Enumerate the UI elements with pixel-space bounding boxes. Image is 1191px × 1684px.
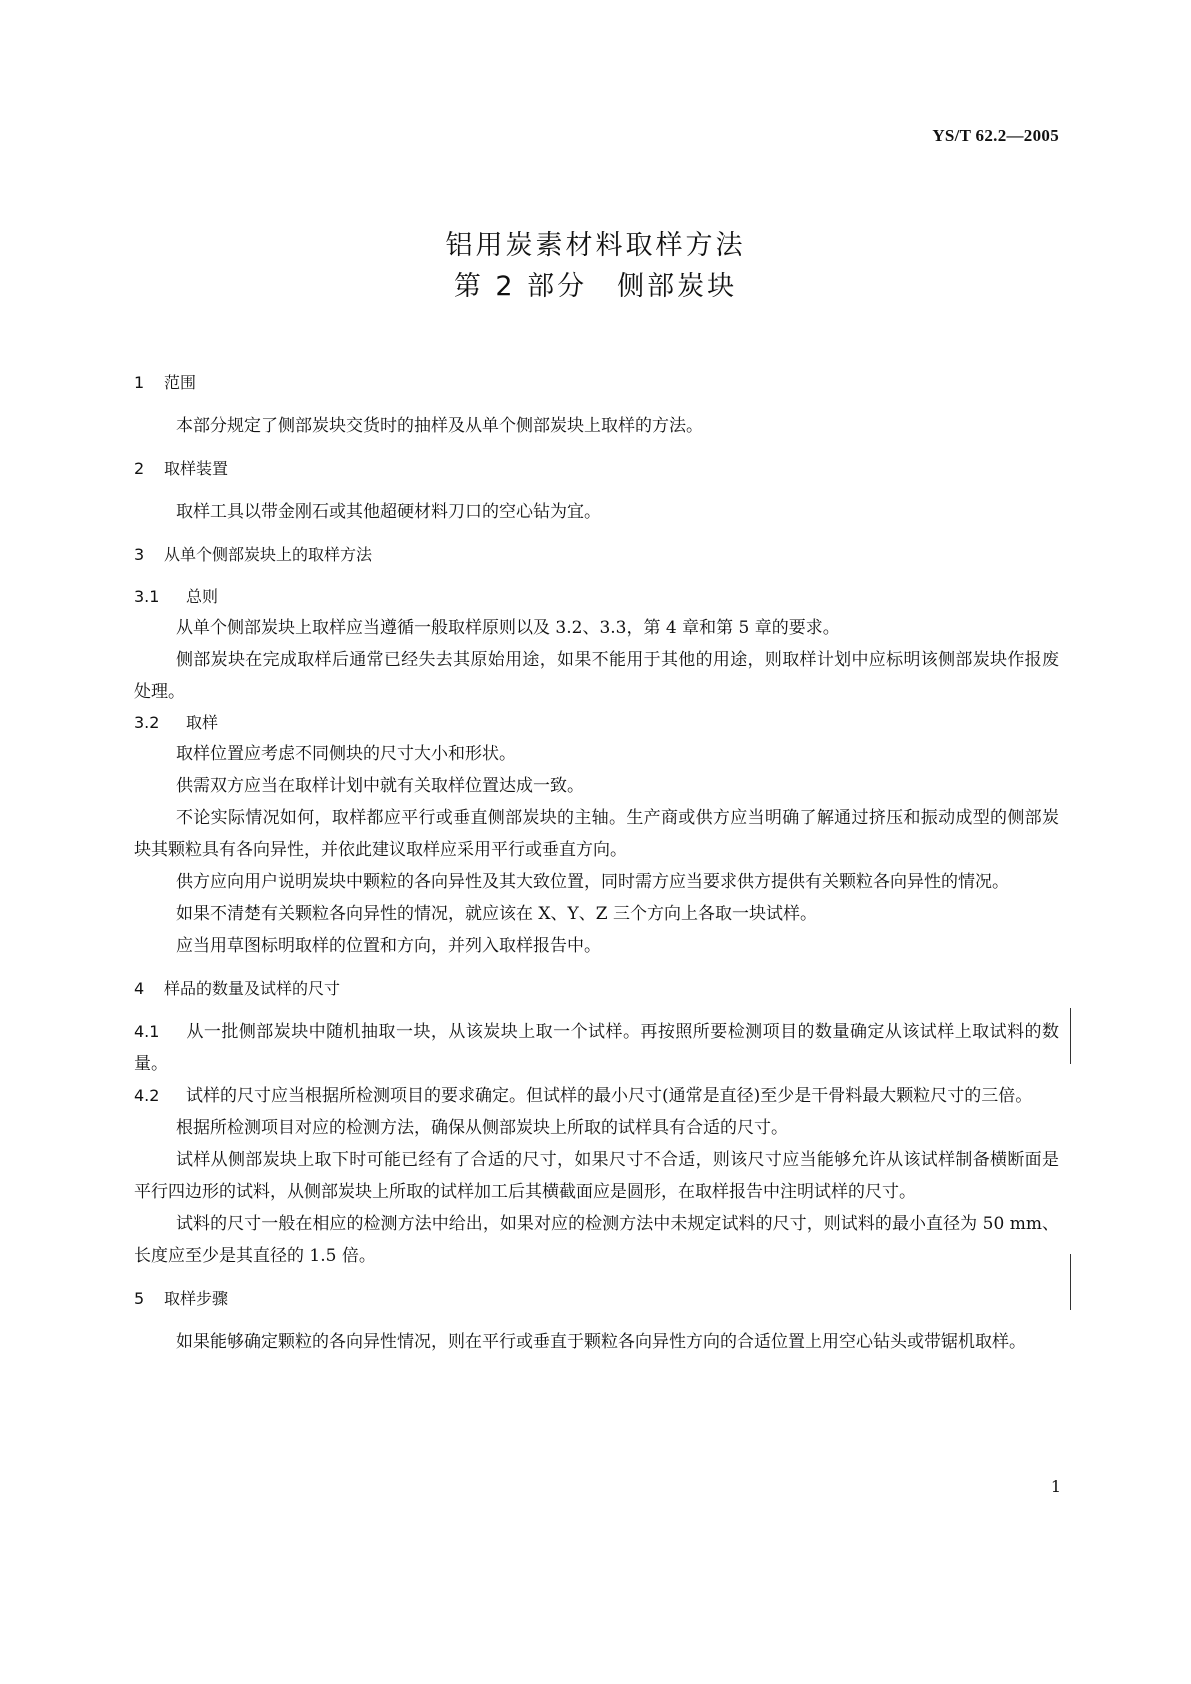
document-body — [134, 370, 1059, 1358]
paragraph: 应当用草图标明取样的位置和方向，并列入取样报告中。 — [176, 936, 601, 956]
paragraph: 取样位置应考虑不同侧块的尺寸大小和形状。 — [176, 744, 516, 764]
section-number: 3 — [134, 545, 145, 564]
paragraph: 如果不清楚有关颗粒各向异性的情况，就应该在 X、Y、Z 三个方向上各取一块试样。 — [176, 904, 817, 924]
section-title: 样品的数量及试样的尺寸 — [164, 979, 341, 998]
paragraph: 试样从侧部炭块上取下时可能已经有了合适的尺寸，如果尺寸不合适，则该尺寸应当能够允许从该试样制备横断面是平行四边形的试料，从侧部炭块上所取的试样加工后其横截面应是圆形，在取样报告中注明试样的尺寸。 — [134, 1150, 1059, 1202]
paragraph: 从单个侧部炭块上取样应当遵循一般取样原则以及 3.2、3.3，第 4 章和第 5 章的要求。 — [176, 618, 840, 638]
section-number: 2 — [134, 459, 145, 478]
section-title: 范围 — [164, 373, 197, 392]
clause-number: 4.1 — [134, 1022, 160, 1041]
section-4-heading — [134, 976, 1059, 1002]
change-bar — [1070, 1254, 1071, 1310]
subsection-title: 取样 — [186, 713, 219, 732]
subsection-number: 3.2 — [134, 713, 160, 732]
title-line-1: 铝用炭素材料取样方法 — [445, 230, 746, 261]
page-number: 1 — [1050, 1477, 1061, 1496]
clause-text: 从一批侧部炭块中随机抽取一块，从该炭块上取一个试样。再按照所要检测项目的数量确定从该试样上取试料的数量。 — [134, 1022, 1059, 1074]
clause-4-2 — [134, 1080, 1059, 1112]
section-number: 1 — [134, 373, 145, 392]
subsection-3-2-heading — [134, 708, 1059, 738]
paragraph: 侧部炭块在完成取样后通常已经失去其原始用途，如果不能用于其他的用途，则取样计划中应标明该侧部炭块作报废处理。 — [134, 650, 1059, 702]
section-title: 取样步骤 — [164, 1289, 229, 1308]
subsection-3-1-heading — [134, 582, 1059, 612]
paragraph: 不论实际情况如何，取样都应平行或垂直侧部炭块的主轴。生产商或供方应当明确了解通过挤压和振动成型的侧部炭块其颗粒具有各向异性，并依此建议取样应采用平行或垂直方向。 — [134, 808, 1059, 860]
change-bar — [1070, 1008, 1071, 1064]
paragraph: 供方应向用户说明炭块中颗粒的各向异性及其大致位置，同时需方应当要求供方提供有关颗粒各向异性的情况。 — [176, 872, 1009, 892]
subsection-number: 3.1 — [134, 587, 160, 606]
subsection-title: 总则 — [186, 587, 219, 606]
section-title: 从单个侧部炭块上的取样方法 — [164, 545, 373, 564]
paragraph: 根据所检测项目对应的检测方法，确保从侧部炭块上所取的试样具有合适的尺寸。 — [176, 1118, 788, 1138]
section-2-heading — [134, 456, 1059, 482]
section-number: 4 — [134, 979, 145, 998]
clause-text: 试样的尺寸应当根据所检测项目的要求确定。但试样的最小尺寸(通常是直径)至少是干骨料最大颗粒尺寸的三倍。 — [186, 1086, 1033, 1106]
paragraph: 如果能够确定颗粒的各向异性情况，则在平行或垂直于颗粒各向异性方向的合适位置上用空心钻头或带锯机取样。 — [176, 1332, 1026, 1352]
section-3-heading — [134, 542, 1059, 568]
standard-code: YS/T 62.2—2005 — [932, 126, 1059, 145]
paragraph: 供需双方应当在取样计划中就有关取样位置达成一致。 — [176, 776, 584, 796]
clause-number: 4.2 — [134, 1086, 160, 1105]
paragraph: 试料的尺寸一般在相应的检测方法中给出，如果对应的检测方法中未规定试料的尺寸，则试料的最小直径为 50 mm、长度应至少是其直径的 1.5 倍。 — [134, 1214, 1059, 1266]
section-number: 5 — [134, 1289, 145, 1308]
document-title — [0, 226, 1191, 308]
paragraph: 取样工具以带金刚石或其他超硬材料刀口的空心钻为宜。 — [176, 502, 601, 522]
title-line-2: 第 2 部分 侧部炭块 — [453, 271, 738, 302]
section-1-heading — [134, 370, 1059, 396]
paragraph: 本部分规定了侧部炭块交货时的抽样及从单个侧部炭块上取样的方法。 — [176, 416, 703, 436]
clause-4-1 — [134, 1016, 1059, 1080]
section-title: 取样装置 — [164, 459, 229, 478]
section-5-heading — [134, 1286, 1059, 1312]
